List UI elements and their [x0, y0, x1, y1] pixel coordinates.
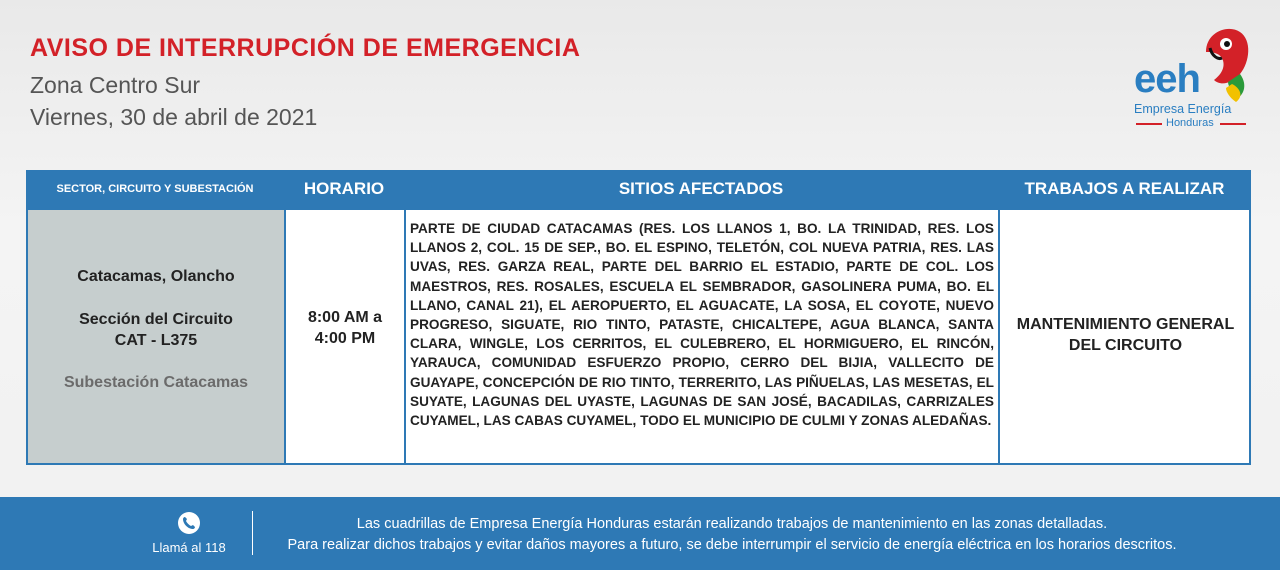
- trabajos-line2: DEL CIRCUITO: [1068, 337, 1183, 354]
- trabajos-cell: [1000, 210, 1251, 463]
- header-trabajos: TRABAJOS A REALIZAR: [1024, 179, 1225, 198]
- interruption-table: [26, 170, 1251, 465]
- sector-section: [28, 309, 284, 351]
- footer-message-line2: Para realizar dichos trabajos y evitar daños mayores a futuro, se debe interrumpir el servicio de energía eléctrica en los horarios descritos.: [287, 537, 1177, 553]
- sector-substation: Subestación Catacamas: [63, 374, 249, 391]
- sector-cell: [28, 210, 286, 463]
- horario-value: [286, 307, 404, 349]
- footer-message-line1: Las cuadrillas de Empresa Energía Honduras estarán realizando trabajos de mantenimiento en las zonas detalladas.: [356, 516, 1108, 532]
- footer-banner: [0, 497, 1280, 570]
- header-sector: SECTOR, CIRCUITO Y SUBESTACIÓN: [56, 183, 254, 195]
- sector-section-line1: Sección del Circuito: [79, 311, 233, 328]
- trabajos-line1: MANTENIMIENTO GENERAL: [1016, 316, 1235, 333]
- header-sitios: SITIOS AFECTADOS: [618, 179, 784, 198]
- footer-message: [262, 514, 1202, 556]
- horario-cell: [286, 210, 406, 463]
- eeh-logo: [1128, 22, 1253, 132]
- page-title: AVISO DE INTERRUPCIÓN DE EMERGENCIA: [30, 34, 581, 62]
- logo-company-name: Empresa Energía: [1134, 102, 1232, 116]
- logo-wordmark: eeh: [1134, 57, 1200, 101]
- sitios-list: PARTE DE CIUDAD CATACAMAS (RES. LOS LLANOS 1, BO. LA TRINIDAD, RES. LOS LLANOS 2, COL. 15 DE SEP., BO. EL ESPINO, TELETÓN, COL NUEVA PATRIA, RES. LAS UVAS, RES. GARZA REAL, PARTE DEL BARRIO EL ESTADIO, PARTE DE COL. LOS MAESTROS, RES. ROSALES, ESCUELA EL SEMBRADOR, GASOLINERA PUMA, BO. EL LLANO, CANAL 21), EL AEROPUERTO, EL AGUACATE, LA SOSA, EL COYOTE, NUEVO PROGRESO, SIGUATE, RIO TINTO, PATASTE, CHICALTEPE, AGUA BLANCA, SANTA CLARA, WINGLE, LOS CERRITOS, EL CULEBRERO, EL HORMIGUERO, EL RINCÓN, YARAUCA, COMUNIDAD ESFUERZO PROPIO, CERRO DEL BIJIA, VALLECITO DE GUAYAPE, CONCEPCIÓN DE RIO TINTO, TERRERITO, LAS PIÑUELAS, LAS MESETAS, EL SUYATE, LAGUNAS DEL UYASTE, LAGUNAS DE SAN JOSÉ, BACADILAS, CARRIZALES CUYAMEL, LAS CABAS CUYAMEL, TODO EL MUNICIPIO DE CULMI Y ZONAS ALEDAÑAS.: [410, 221, 994, 429]
- date-subtitle: Viernes, 30 de abril de 2021: [30, 104, 318, 130]
- horario-start: 8:00 AM a: [307, 309, 383, 326]
- trabajos-value: [1000, 314, 1251, 356]
- logo-divider-left: [1136, 123, 1162, 125]
- table-row: [26, 208, 1251, 465]
- table-header: [26, 170, 1251, 208]
- horario-end: 4:00 PM: [314, 330, 376, 347]
- logo-divider-right: [1220, 123, 1246, 125]
- footer-divider: [252, 511, 253, 555]
- sector-section-line2: CAT - L375: [114, 332, 198, 349]
- header-horario: HORARIO: [303, 179, 385, 198]
- zone-subtitle: Zona Centro Sur: [30, 72, 201, 98]
- sitios-cell: [406, 210, 1000, 463]
- sector-location: Catacamas, Olancho: [77, 268, 235, 285]
- logo-country: Honduras: [1166, 117, 1214, 129]
- phone-icon: [178, 512, 200, 534]
- phone-label[interactable]: Llamá al 118: [152, 540, 226, 555]
